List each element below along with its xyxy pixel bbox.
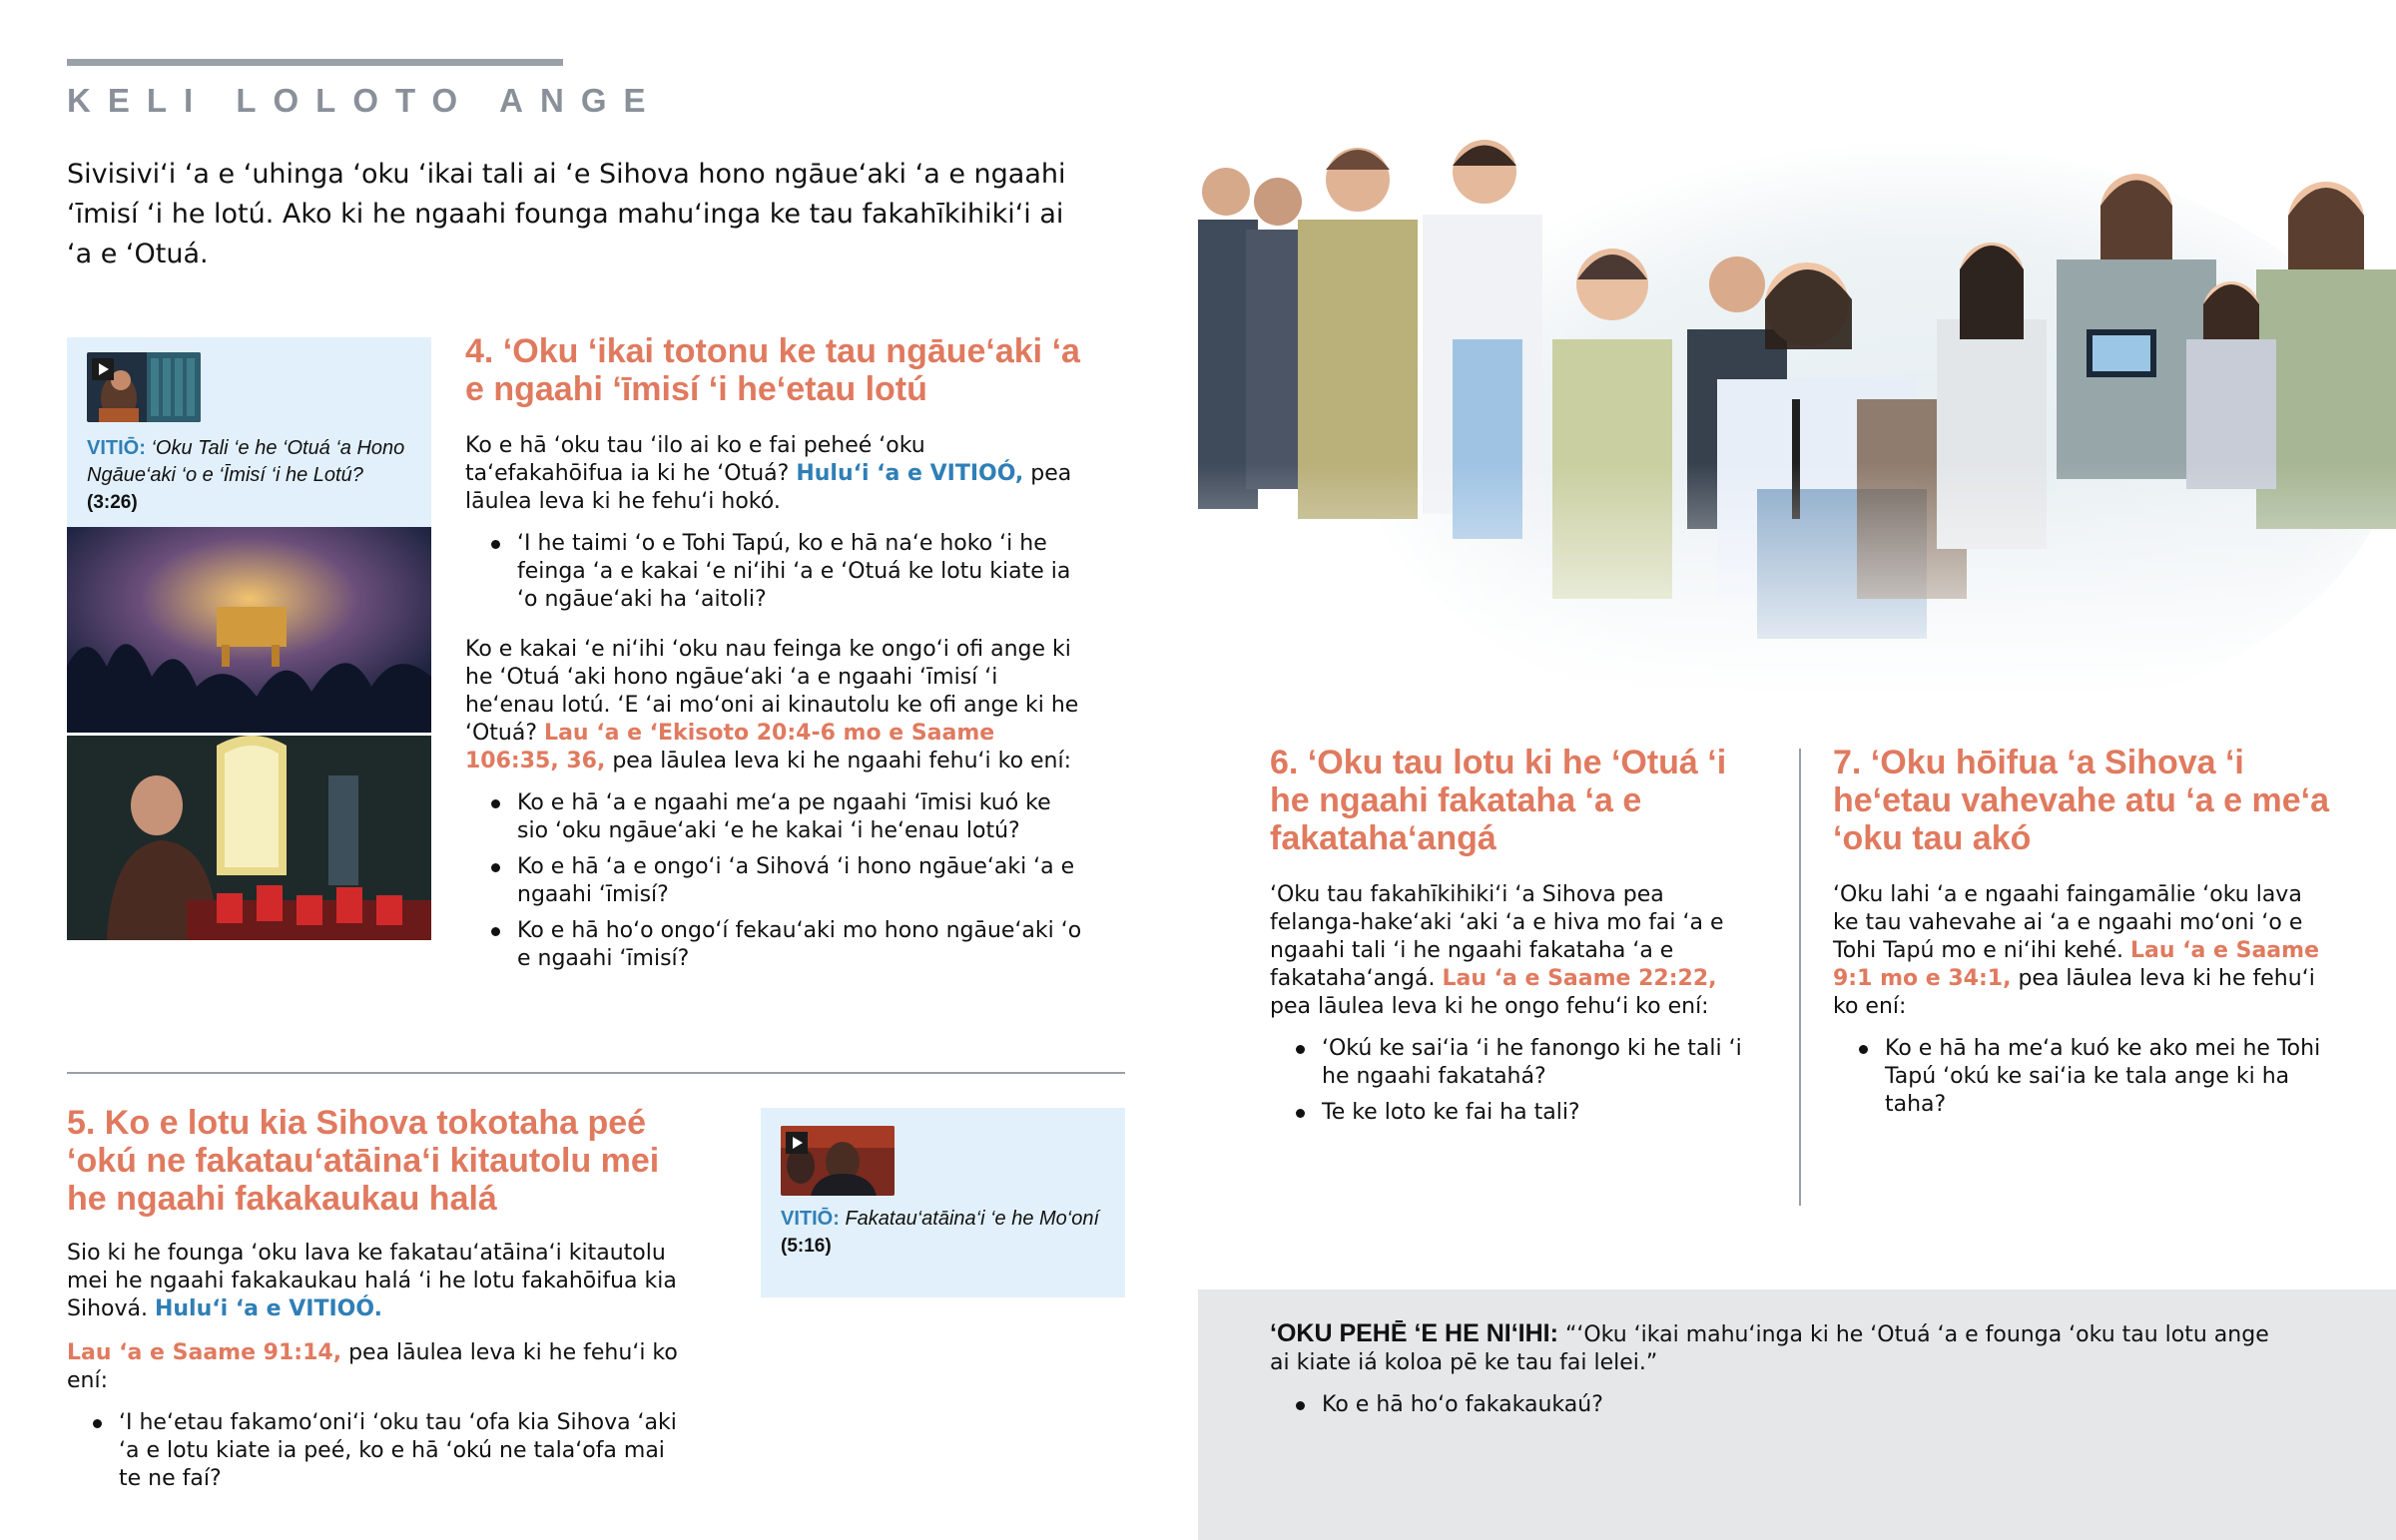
list-item: ‘Okú ke sai‘ia ‘i he fanongo ki he tali ‘i he ngaahi fakatahá? (1296, 1035, 1759, 1091)
list-item: ‘I he‘etau fakamo‘oni‘i ‘oku tau ‘ofa kia Sihova ‘aki ‘a e lotu kiate ia peé, ko e hā ‘okú ne tala‘ofa mai te ne faí? (93, 1409, 686, 1493)
s4-p1-text: Ko e hā ‘oku tau ‘ilo ai ko e fai peheé ‘oku ta‘efakahōifua ia ki he ‘Otuá? (465, 433, 925, 486)
video-thumbnail-2[interactable] (781, 1126, 895, 1196)
section-6-heading: 6. ‘Oku tau lotu ki he ‘Otuá ‘i he ngaahi fakataha ‘a e fakataha‘angá (1270, 744, 1727, 857)
some-say-bullets (1296, 1391, 2288, 1419)
some-say-content (1270, 1319, 2288, 1427)
list-item: Ko e hā ‘a e ongo‘i ‘a Sihová ‘i hono ngāue‘aki ‘a e ngaahi ‘īmisí? (491, 853, 1084, 909)
list-item: Ko e hā ‘a e ngaahi me‘a pe ngaahi ‘īmisi kuó ke sio ‘oku ngāue‘aki ‘e he kakai ‘i he‘enau lotú? (491, 789, 1084, 845)
list-item: Ko e hā ho‘o ongo‘í fekau‘aki mo hono ngāue‘aki ‘o e ngaahi ‘īmisí? (491, 917, 1084, 973)
s7-p1-text: ‘Oku lahi ‘a e ngaahi faingamālie ‘oku lava ke tau vahevahe ai ‘a e ngaahi mo‘oni ‘o e Tohi Tapú mo e ni‘ihi kehé. (1833, 882, 2303, 963)
s4-p1-text-2: pea lāulea leva ki he fehu‘i hokó. (465, 461, 1072, 514)
some-say-paragraph (1270, 1319, 2288, 1377)
section-7-paragraph (1833, 881, 2332, 1021)
s7-p1-text-2: pea lāulea leva ki he fehu‘i ko ení: (1833, 966, 2315, 1019)
section-5 (67, 1104, 686, 1501)
s6-p1-text-2: pea lāulea leva ki he ongo fehu‘i ko ení: (1270, 994, 1709, 1019)
section-5-bullets (93, 1409, 686, 1493)
section-7 (1833, 744, 2332, 1127)
list-item: Ko e hā ha me‘a kuó ke ako mei he Tohi Tapú ‘okú ke sai‘ia ke tala ange ki ha taha? (1859, 1035, 2332, 1119)
list-item: ‘I he taimi ‘o e Tohi Tapú, ko e hā na‘e hoko ‘i he feinga ‘a e kakai ‘e ni‘ihi ‘a e ‘Otuá ke lotu kiate ia ‘o ngāue‘aki ha ‘aitoli? (491, 530, 1084, 614)
section-4 (465, 332, 1084, 981)
scripture-link-psalm-22[interactable]: Lau ‘a e Saame 22:22, (1442, 966, 1717, 991)
some-say-quote: “‘Oku ‘ikai mahu‘inga ki he ‘Otuá ‘a e founga ‘oku tau lotu ange ai kiate iá koloa pē ke tau fai lelei.” (1270, 1322, 2269, 1375)
s4-p2-text: Ko e kakai ‘e ni‘ihi ‘oku nau feinga ke ongo‘i ofi ange ki he ‘Otuá ‘aki hono ngāue‘aki ‘a e ngaahi ‘īmisí ‘i he‘enau lotú. ‘E ‘ai mo‘oni ai kinautolu ke ofi ange ki he ‘Otuá? (465, 637, 1079, 746)
play-icon[interactable] (786, 1132, 808, 1154)
scripture-link-exodus[interactable]: Lau ‘a e ‘Ekisoto 20:4-6 mo e Saame 106:35, 36, (465, 721, 995, 773)
section-kicker: KELI LOLOTO ANGE (67, 82, 663, 119)
intro-paragraph: Sivisivi‘i ‘a e ‘uhinga ‘oku ‘ikai tali ai ‘e Sihova hono ngāue‘aki ‘a e ngaahi ‘īmisí ‘i he lotú. Ako ki he ngaahi founga mahu‘inga ke tau fakahīkihiki‘i ai ‘a e ‘Otuá. (67, 159, 1066, 269)
some-say-box (1198, 1289, 2396, 1540)
video-tag-1: VITIŌ: (87, 437, 146, 459)
man-praying-illustration (67, 736, 431, 940)
section-4-bullets-1 (491, 530, 1084, 614)
section-4-bullets-2 (491, 789, 1084, 973)
watch-video-link-1[interactable]: Hulu‘i ‘a e VITIOÓ, (796, 461, 1024, 486)
video-duration-1: (3:26) (87, 492, 138, 513)
some-say-label: ‘OKU PEHĒ ‘E HE NI‘IHI: (1270, 1319, 1558, 1347)
section-5-heading: 5. Ko e lotu kia Sihova tokotaha peé ‘okú ne fakatau‘atāina‘i kitautolu mei he ngaahi fakakaukau halá (67, 1104, 660, 1218)
section-4-heading: 4. ‘Oku ‘ikai totonu ke tau ngāue‘aki ‘a e ngaahi ‘īmisí ‘i he‘etau lotú (465, 332, 1080, 408)
watch-video-link-2[interactable]: Hulu‘i ‘a e VITIOÓ. (154, 1296, 382, 1321)
section-6-paragraph (1270, 881, 1759, 1021)
section-6 (1270, 744, 1759, 1135)
list-item: Te ke loto ke fai ha tali? (1296, 1099, 1759, 1127)
column-divider (1799, 749, 1801, 1206)
video-duration-2: (5:16) (781, 1236, 832, 1257)
video-title-1[interactable]: ‘Oku Tali ‘e he ‘Otuá ‘a Hono Ngāue‘aki ‘o e ‘Īmisí ‘i he Lotú? (87, 437, 405, 486)
video-sidebox-1 (67, 337, 431, 527)
scripture-link-psalm-91[interactable]: Lau ‘a e Saame 91:14, (67, 1340, 342, 1365)
section-4-paragraph-1 (465, 432, 1084, 516)
video-sidebox-2 (761, 1108, 1125, 1297)
section-4-paragraph-2 (465, 636, 1084, 775)
s6-p1-text: ‘Oku tau fakahīkihiki‘i ‘a Sihova pea felanga-hake‘aki ‘aki ‘a e hiva mo fai ‘a e ngaahi tali ‘i he ngaahi fakataha ‘a e fakataha‘angá. (1270, 882, 1724, 991)
video-title-2[interactable]: Fakatau‘atāina‘i ‘e he Mo‘oní (845, 1208, 1100, 1230)
section-7-bullets (1859, 1035, 2332, 1119)
video-caption-1 (87, 435, 416, 516)
s4-p2-text-2: pea lāulea leva ki he ngaahi fehu‘i ko ení: (612, 749, 1072, 773)
top-rule (67, 59, 563, 66)
section-6-bullets (1296, 1035, 1759, 1127)
play-icon[interactable] (92, 358, 114, 380)
video-tag-2: VITIŌ: (781, 1208, 840, 1230)
list-item: Ko e hā ho‘o fakakaukaú? (1296, 1391, 2288, 1419)
scripture-link-psalm-9[interactable]: Lau ‘a e Saame 9:1 mo e 34:1, (1833, 938, 2319, 991)
section-divider (67, 1072, 1125, 1074)
section-5-paragraph-1 (67, 1240, 686, 1323)
congregation-meeting-illustration (1198, 110, 2396, 699)
s5-p2-text: pea lāulea leva ki he fehu‘i ko ení: (67, 1340, 678, 1393)
section-5-paragraph-2 (67, 1339, 686, 1395)
idol-worship-illustration (67, 527, 431, 733)
video-caption-2 (781, 1206, 1110, 1260)
video-thumbnail-1[interactable] (87, 352, 201, 422)
section-7-heading: 7. ‘Oku hōifua ‘a Sihova ‘i he‘etau vahevahe atu ‘a e me‘a ‘oku tau akó (1833, 744, 2330, 857)
s5-p1-text: Sio ki he founga ‘oku lava ke fakatau‘atāina‘i kitautolu mei he ngaahi fakakaukau halá ‘i he lotu fakahōifua kia Sihová. (67, 1241, 677, 1321)
